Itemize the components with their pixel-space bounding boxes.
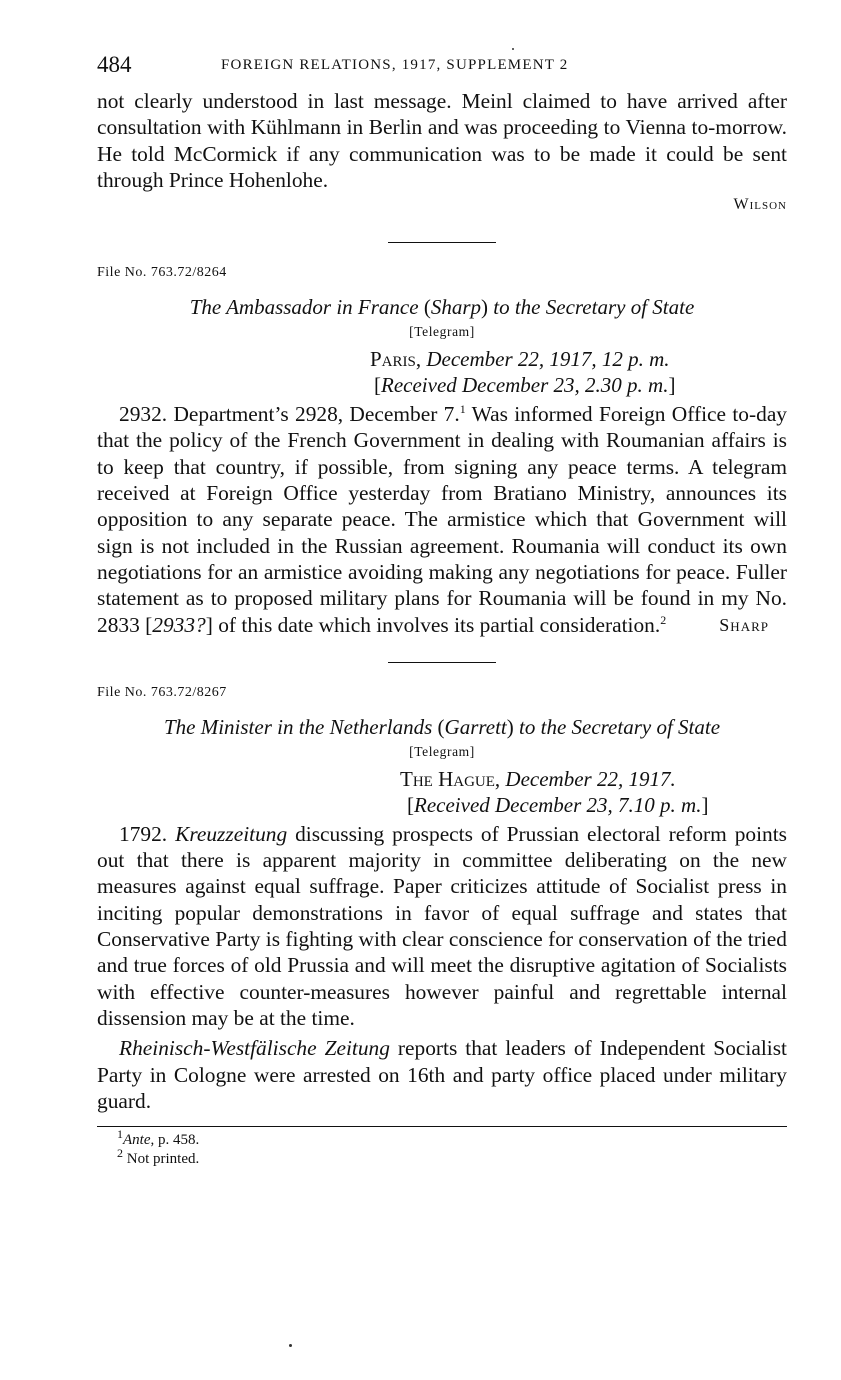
received-line: [Received December 23, 7.10 p. m.] [407, 792, 709, 817]
file-number: File No. 763.72/8264 [97, 265, 227, 281]
footnote: $^1$Ante, p. 458. [117, 1127, 200, 1149]
telegram-body: 2932. Department’s 2928, December 7.$^1$ Was informed Foreign Office to-day that the policy of the French Government in dealing with Roumanian affairs is to keep that country, if possible, from signing any peace terms. A telegram received at Foreign Office yesterday from Bratiano Ministry, announces its opposition to any separate peace. The armistice which that Government will sign is not included in the Russian agreement. Roumania will conduct its own negotiations for an armistice avoiding making any negotiations for peace. Fuller statement as to proposed military plans for Roumania will be found in my No. 2833 [2933?] of this date which involves its partial consideration.$^2$ Sharp [97, 402, 788, 637]
section-divider [388, 662, 496, 663]
dateline: Paris, December 22, 1917, 12 p. m. [370, 347, 670, 372]
footnote-rule [97, 1126, 787, 1127]
continuation-paragraph: not clearly understood in last message. Meinl claimed to have arrived after consultation with Kühlmann in Berlin and was proceeding to Vienna to-morrow. He told McCormick if any communication was to be made it could be sent through Prince Hohenlohe. [97, 89, 787, 192]
dateline: The Hague, December 22, 1917. [400, 766, 676, 791]
signature-wilson: Wilson [733, 196, 787, 214]
footnote-ref: 2 [660, 612, 667, 627]
file-number: File No. 763.72/8267 [97, 684, 227, 700]
telegram-label: [Telegram] [409, 324, 475, 340]
document-page [97, 52, 787, 1169]
signature-sharp: Sharp [719, 614, 769, 635]
footnote: $^2$ Not printed. [117, 1146, 200, 1168]
document-title: The Minister in the Netherlands (Garrett) to the Secretary of State [163, 714, 721, 739]
telegram-body: 1792. Kreuzzeitung discussing prospects of Prussian electoral reform points out that there is apparent majority in committee deliberating on the new measures against equal suffrage. Paper criticizes attitude of Socialist press in inciting popular demonstrations in favor of equal suffrage and states that Conservative Party is fighting with clear conscience for conservation of the tried and true forces of old Prussia and will meet the disruptive agitation of Socialists with effective counter-measures however painful and regrettable internal dissension may be at the time. [97, 821, 787, 1030]
running-title: FOREIGN RELATIONS, 1917, SUPPLEMENT 2 [221, 57, 569, 73]
received-line: [Received December 23, 2.30 p. m.] [374, 373, 676, 398]
page-number: 484 [97, 52, 132, 77]
footnote-ref: 1 [459, 402, 466, 417]
section-divider [388, 242, 496, 243]
telegram-label: [Telegram] [409, 743, 475, 759]
running-head [97, 52, 787, 88]
telegram-body: Rheinisch-Westfälische Zeitung reports that leaders of Independent Socialist Party in Cologne were arrested on 16th and party office placed under military guard. [97, 1036, 787, 1113]
document-title: The Ambassador in France (Sharp) to the Secretary of State [189, 295, 695, 320]
scan-speck [512, 48, 514, 50]
scan-speck [289, 1344, 292, 1347]
